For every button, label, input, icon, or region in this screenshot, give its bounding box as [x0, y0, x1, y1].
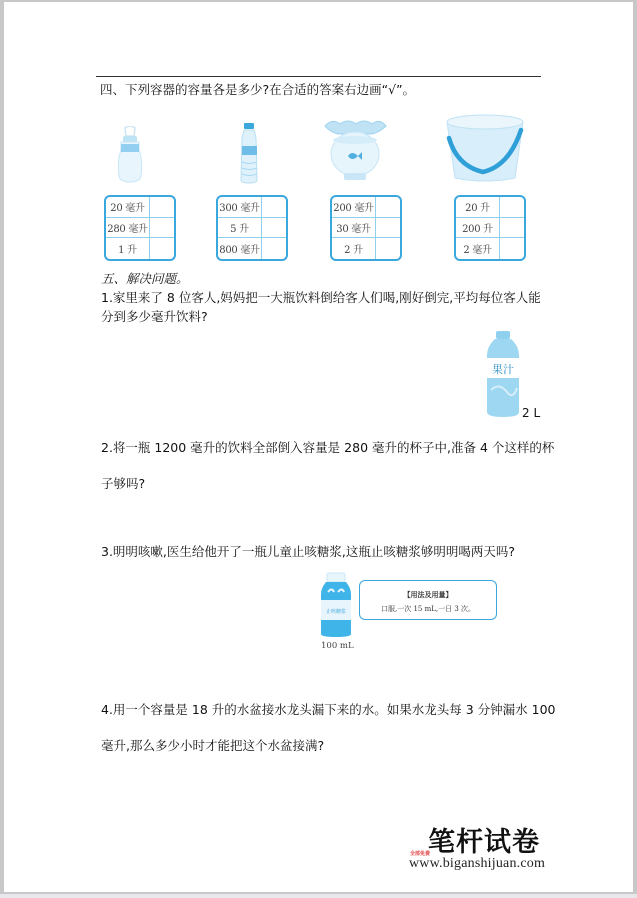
answer-table-bucket [454, 195, 526, 261]
option-label: 300 毫升 [218, 197, 262, 218]
logo-free-badge: 全部免费 [410, 851, 431, 857]
option-label: 5 升 [218, 218, 262, 239]
option-label: 2 毫升 [456, 238, 500, 259]
section5-title: 五、解决问题。 [101, 271, 189, 286]
option-label: 280 毫升 [106, 218, 150, 239]
q4-line1: 4.用一个容量是 18 升的水盆接水龙头漏下来的水。如果水龙头每 3 分钟漏水 100 [101, 702, 556, 717]
section4-title: 四、下列容器的容量各是多少?在合适的答案右边画“√”。 [100, 82, 416, 97]
answer-check-cell[interactable] [500, 238, 524, 259]
answer-check-cell[interactable] [150, 238, 174, 259]
answer-check-cell[interactable] [500, 197, 524, 218]
answer-check-cell[interactable] [376, 197, 400, 218]
juice-bottle-image [485, 330, 521, 418]
option-label: 800 毫升 [218, 238, 262, 259]
option-label: 2 升 [332, 238, 376, 259]
option-label: 200 升 [456, 218, 500, 239]
q2-line2: 子够吗? [101, 476, 146, 491]
juice-label: 果汁 [492, 363, 514, 376]
answer-table-fish-bowl [330, 195, 402, 261]
dosage-box [359, 580, 497, 620]
answer-check-cell[interactable] [262, 218, 286, 239]
syrup-volume: 100 mL [321, 641, 354, 651]
bucket-image [443, 112, 527, 184]
logo-url[interactable]: www.biganshijuan.com [409, 856, 546, 871]
syrup-bottle-image [320, 572, 352, 638]
water-bottle-image [238, 122, 260, 184]
answer-check-cell[interactable] [150, 218, 174, 239]
answer-check-cell[interactable] [262, 197, 286, 218]
header-rule [96, 76, 541, 77]
q4-line2: 毫升,那么多少小时才能把这个水盆接满? [101, 738, 325, 753]
answer-check-cell[interactable] [376, 238, 400, 259]
juice-volume: 2 L [522, 406, 541, 420]
answer-check-cell[interactable] [376, 218, 400, 239]
option-label: 200 毫升 [332, 197, 376, 218]
logo-title: 笔杆试卷 [428, 827, 540, 858]
option-label: 20 毫升 [106, 197, 150, 218]
q1-line2: 分到多少毫升饮料? [101, 309, 208, 324]
q2-line1: 2.将一瓶 1200 毫升的饮料全部倒入容量是 280 毫升的杯子中,准备 4 个这样的杯 [101, 440, 555, 455]
fish-bowl-image [322, 116, 388, 182]
dosage-title: 【用法及用量】 [403, 590, 453, 599]
bottom-strip [0, 894, 637, 898]
option-label: 20 升 [456, 197, 500, 218]
option-label: 30 毫升 [332, 218, 376, 239]
q1-line1: 1.家里来了 8 位客人,妈妈把一大瓶饮料倒给客人们喝,刚好倒完,平均每位客人能 [101, 290, 541, 305]
option-label: 1 升 [106, 238, 150, 259]
answer-table-baby-bottle [104, 195, 176, 261]
baby-bottle-image [115, 126, 145, 184]
answer-table-water-bottle [216, 195, 288, 261]
answer-check-cell[interactable] [150, 197, 174, 218]
answer-check-cell[interactable] [500, 218, 524, 239]
answer-check-cell[interactable] [262, 238, 286, 259]
dosage-text: 口服,一次 15 mL,一日 3 次。 [381, 605, 475, 613]
q3-line1: 3.明明咳嗽,医生给他开了一瓶儿童止咳糖浆,这瓶止咳糖浆够明明喝两天吗? [101, 544, 516, 559]
syrup-label: 止咳糖浆 [325, 609, 347, 615]
